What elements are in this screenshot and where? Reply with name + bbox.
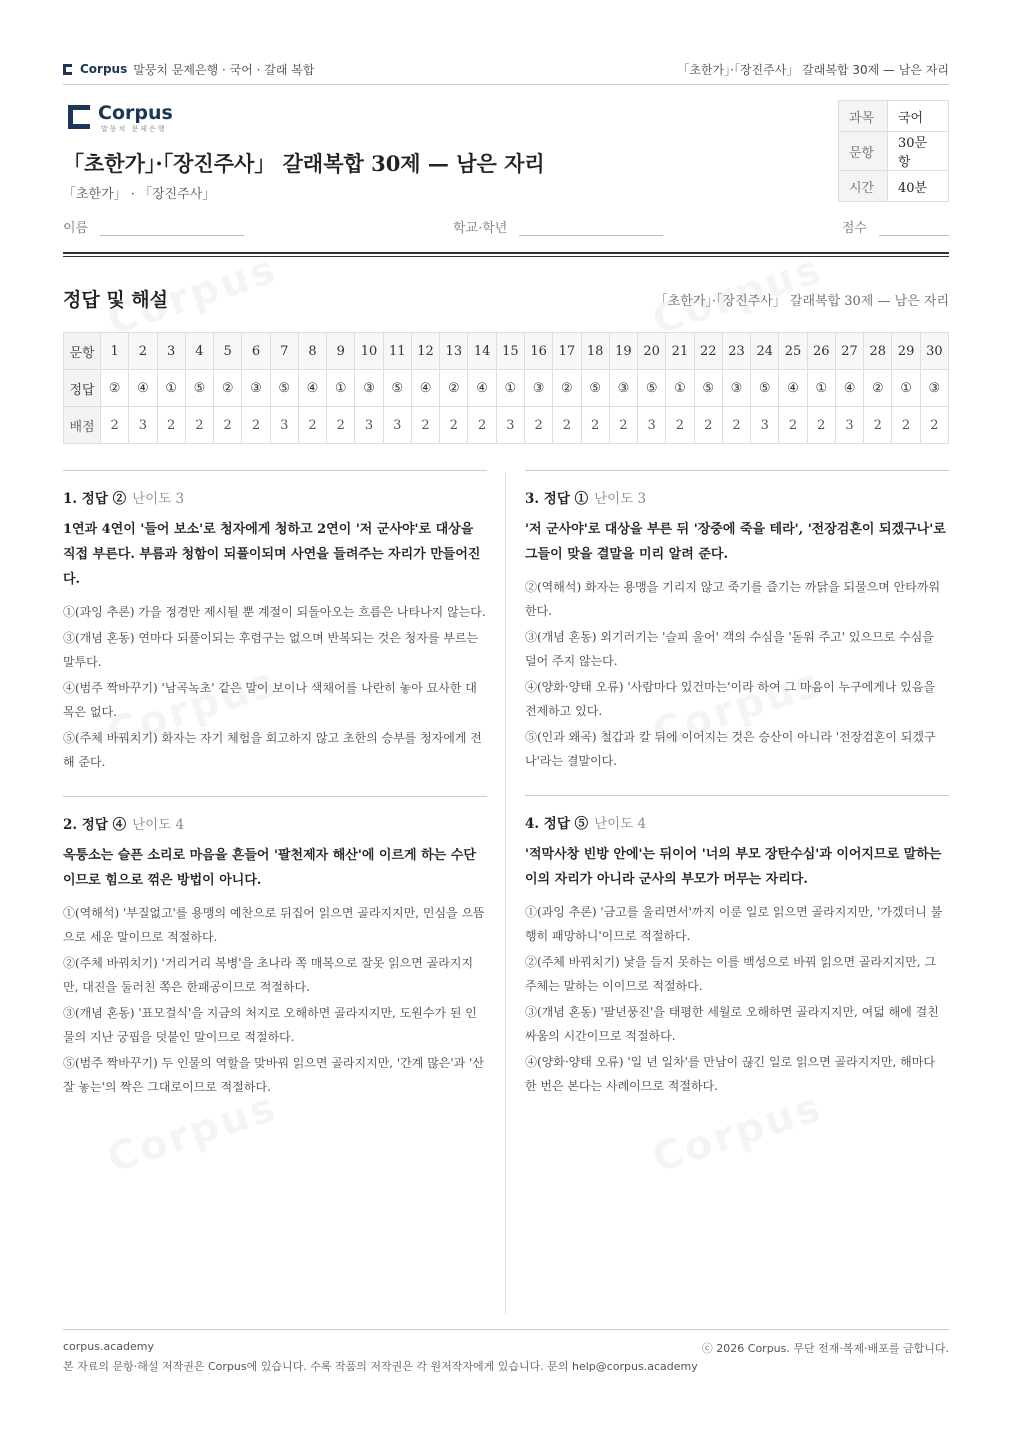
question-number-cell: 1 [101, 333, 129, 370]
answer-cell: ① [807, 370, 835, 407]
answer-cell: ① [496, 370, 524, 407]
points-cell: 2 [553, 407, 581, 444]
option-explanation: ③(개념 혼동) 외기러기는 '슬피 울어' 객의 수심을 '돋워 주고' 있으므로 수심을 덜어 주지 않는다. [525, 630, 934, 668]
column-divider [505, 472, 506, 1314]
top-bar [63, 58, 949, 80]
question-number-cell: 4 [185, 333, 213, 370]
option-explanation: ③(개념 혼동) '팔년풍진'을 태평한 세월로 오해하면 골라지지만, 여덟 해에 걸친 싸움의 시간이므로 적절하다. [525, 1005, 939, 1043]
item-difficulty: 난이도 3 [594, 491, 647, 507]
points-cell: 2 [440, 407, 468, 444]
points-cell: 2 [524, 407, 552, 444]
divider [63, 470, 487, 471]
divider [525, 795, 949, 796]
question-number-cell: 7 [270, 333, 298, 370]
explanations-right-column [525, 470, 949, 1120]
points-cell: 3 [270, 407, 298, 444]
option-explanation: ①(역해석) '부질없고'를 용맹의 예찬으로 뒤집어 읽으면 골라지지만, 민심을 으뜸으로 세운 말이므로 적절하다. [63, 906, 485, 944]
option-explanation: ⑤(주체 바꿔치기) 화자는 자기 체험을 회고하지 않고 초한의 승부를 청자에게 전해 준다. [63, 731, 482, 769]
top-bar-category: 말뭉치 문제은행 · 국어 · 갈래 복합 [133, 62, 315, 77]
points-cell: 2 [185, 407, 213, 444]
points-cell: 2 [214, 407, 242, 444]
page-subtitle: 「초한가」 · 「장진주사」 [63, 187, 216, 202]
option-explanation: ②(주체 바꿔치기) 낯을 들지 못하는 이를 백성으로 바꿔 읽으면 골라지지만, 그 주체는 말하는 이이므로 적절하다. [525, 955, 937, 993]
item-difficulty: 난이도 3 [132, 491, 185, 507]
question-number-cell: 3 [157, 333, 185, 370]
divider [63, 84, 949, 85]
divider [63, 256, 949, 257]
answer-table [63, 332, 949, 444]
info-value: 30문항 [888, 132, 949, 171]
answer-cell: ④ [298, 370, 326, 407]
answer-cell: ② [553, 370, 581, 407]
answer-cell: ④ [779, 370, 807, 407]
info-value: 40분 [888, 171, 949, 202]
section-title: 정답 및 해설 [63, 289, 168, 311]
question-number-cell: 13 [440, 333, 468, 370]
row-label: 배점 [64, 407, 101, 444]
school-label: 학교·학년 [453, 221, 508, 236]
question-number-cell: 5 [214, 333, 242, 370]
item-answer: 2. 정답 ④ [63, 817, 127, 833]
question-number-cell: 14 [468, 333, 496, 370]
option-explanation: ①(과잉 추론) '금고를 울리면서'까지 이룬 일로 읽으면 골라지지만, '가겠더니 불행히 패망하니'이므로 적절하다. [525, 905, 943, 943]
question-number-cell: 24 [751, 333, 779, 370]
answer-cell: ③ [242, 370, 270, 407]
points-cell: 3 [835, 407, 863, 444]
question-number-cell: 19 [609, 333, 637, 370]
points-cell: 2 [779, 407, 807, 444]
answer-cell: ⑤ [694, 370, 722, 407]
points-cell: 3 [638, 407, 666, 444]
question-number-cell: 28 [864, 333, 892, 370]
footer-copyright: ⓒ 2026 Corpus. 무단 전재·복제·배포를 금합니다. [701, 1342, 949, 1355]
points-cell: 2 [101, 407, 129, 444]
explanation-item [525, 795, 949, 1098]
item-main-explanation: '저 군사야'로 대상을 부른 뒤 '장중에 죽을 테라', '전장검혼이 되겠구나'로 그들이 맞을 결말을 미리 알려 준다. [525, 522, 946, 562]
answer-cell: ③ [920, 370, 948, 407]
item-difficulty: 난이도 4 [594, 816, 647, 832]
question-number-row [64, 333, 949, 370]
divider [63, 1329, 949, 1330]
info-key: 과목 [839, 101, 888, 132]
points-cell: 2 [327, 407, 355, 444]
question-number-cell: 27 [835, 333, 863, 370]
divider [63, 252, 949, 254]
school-input-line[interactable] [519, 215, 663, 236]
option-explanation: ③(개념 혼동) 연마다 되풀이되는 후렴구는 없으며 반복되는 것은 청자를 부르는 말투다. [63, 631, 479, 669]
item-header [63, 813, 487, 833]
points-row [64, 407, 949, 444]
question-number-cell: 12 [411, 333, 439, 370]
score-label: 점수 [841, 221, 867, 236]
logo-name: Corpus [98, 102, 173, 124]
points-cell: 2 [892, 407, 920, 444]
answer-cell: ④ [468, 370, 496, 407]
explanation-item [63, 470, 487, 774]
answer-cell: ① [666, 370, 694, 407]
item-difficulty: 난이도 4 [132, 817, 185, 833]
option-explanation: ②(역해석) 화자는 용맹을 기리지 않고 죽기를 즐기는 까닭을 되물으며 안타까워한다. [525, 580, 941, 618]
student-fields [63, 215, 949, 239]
question-number-cell: 25 [779, 333, 807, 370]
item-header [525, 812, 949, 832]
option-explanation: ⑤(인과 왜곡) 철갑과 칼 뒤에 이어지는 것은 승산이 아니라 '전장검혼이 되겠구나'라는 결말이다. [525, 730, 936, 768]
option-explanation: ④(범주 짝바꾸기) '남곡녹초' 같은 말이 보이나 색채어를 나란히 놓아 묘사한 대목은 없다. [63, 681, 477, 719]
option-explanation: ④(양화·양태 오류) '일 년 일차'를 만남이 끊긴 일로 읽으면 골라지지만, 해마다 한 번은 본다는 사례이므로 적절하다. [525, 1055, 935, 1093]
answer-cell: ⑤ [751, 370, 779, 407]
answer-cell: ② [864, 370, 892, 407]
corpus-logo-icon [68, 105, 90, 129]
logo [68, 103, 173, 134]
answer-cell: ⑤ [383, 370, 411, 407]
footer-notice: 본 자료의 문항·해설 저작권은 Corpus에 있습니다. 수록 작품의 저작권은 각 원저작자에게 있습니다. 문의 help@corpus.academy [63, 1360, 698, 1373]
answer-cell: ③ [722, 370, 750, 407]
answer-cell: ⑤ [581, 370, 609, 407]
item-answer: 4. 정답 ⑤ [525, 816, 589, 832]
answer-cell: ④ [835, 370, 863, 407]
footer-site: corpus.academy [63, 1340, 154, 1353]
top-bar-doc-title: 「초한가」·「장진주사」 갈래복합 30제 — 남은 자리 [677, 62, 949, 77]
option-explanation: ③(개념 혼동) '표모걸식'을 지금의 처지로 오해하면 골라지지만, 도원수가 된 인물의 지난 궁핍을 덧붙인 말이므로 적절하다. [63, 1006, 477, 1044]
question-number-cell: 30 [920, 333, 948, 370]
points-cell: 2 [920, 407, 948, 444]
item-main-explanation: 옥퉁소는 슬픈 소리로 마음을 흔들어 '팔천제자 해산'에 이르게 하는 수단이므로 힘으로 꺾은 방법이 아니다. [63, 848, 476, 888]
answer-cell: ① [892, 370, 920, 407]
answer-cell: ④ [129, 370, 157, 407]
answer-cell: ② [214, 370, 242, 407]
points-cell: 2 [157, 407, 185, 444]
points-cell: 2 [666, 407, 694, 444]
name-field[interactable] [63, 215, 244, 236]
item-main-explanation: '적막사창 빈방 안에'는 뒤이어 '너의 부모 장탄수심'과 이어지므로 말하는 이의 자리가 아니라 군사의 부모가 머무는 자리다. [525, 847, 942, 887]
item-header [63, 487, 487, 507]
question-number-cell: 22 [694, 333, 722, 370]
question-number-cell: 29 [892, 333, 920, 370]
points-cell: 2 [609, 407, 637, 444]
row-label: 문항 [64, 333, 101, 370]
points-cell: 2 [807, 407, 835, 444]
question-number-cell: 21 [666, 333, 694, 370]
name-label: 이름 [63, 221, 89, 236]
answer-cell: ① [327, 370, 355, 407]
item-answer: 1. 정답 ② [63, 491, 127, 507]
answer-cell: ① [157, 370, 185, 407]
question-number-cell: 6 [242, 333, 270, 370]
question-number-cell: 15 [496, 333, 524, 370]
divider [63, 796, 487, 797]
answer-cell: ② [101, 370, 129, 407]
question-number-cell: 18 [581, 333, 609, 370]
points-cell: 2 [694, 407, 722, 444]
question-number-cell: 2 [129, 333, 157, 370]
points-cell: 2 [581, 407, 609, 444]
question-number-cell: 26 [807, 333, 835, 370]
question-number-cell: 8 [298, 333, 326, 370]
answer-cell: ⑤ [185, 370, 213, 407]
logo-subtitle: 말뭉치 문제은행 [101, 125, 167, 133]
question-number-cell: 17 [553, 333, 581, 370]
option-explanation: ①(과잉 추론) 가을 정경만 제시될 뿐 계절이 되돌아오는 흐름은 나타나지 않는다. [63, 605, 486, 619]
answer-cell: ③ [609, 370, 637, 407]
question-number-cell: 16 [524, 333, 552, 370]
question-number-cell: 9 [327, 333, 355, 370]
answer-cell: ⑤ [270, 370, 298, 407]
explanation-item [525, 470, 949, 773]
section-doc-title: 「초한가」·「장진주사」 갈래복합 30제 — 남은 자리 [654, 294, 949, 309]
points-cell: 3 [751, 407, 779, 444]
item-header [525, 487, 949, 507]
question-number-cell: 23 [722, 333, 750, 370]
exam-info-box [838, 100, 949, 202]
question-number-cell: 20 [638, 333, 666, 370]
divider [525, 470, 949, 471]
explanation-item [63, 796, 487, 1099]
top-bar-brand: Corpus [80, 62, 128, 76]
option-explanation: ②(주체 바꿔치기) '거리거리 복병'을 초나라 쪽 매복으로 잘못 읽으면 골라지지만, 대진을 둘러친 쪽은 한패공이므로 적절하다. [63, 956, 474, 994]
points-cell: 2 [722, 407, 750, 444]
points-cell: 3 [129, 407, 157, 444]
points-cell: 2 [242, 407, 270, 444]
corpus-logo-icon [63, 64, 72, 75]
answer-cell: ③ [524, 370, 552, 407]
answer-cell: ⑤ [638, 370, 666, 407]
answer-cell: ③ [355, 370, 383, 407]
points-cell: 3 [383, 407, 411, 444]
option-explanation: ⑤(범주 짝바꾸기) 두 인물의 역할을 맞바꿔 읽으면 골라지지만, '간계 많은'과 '산 잘 놓는'의 짝은 그대로이므로 적절하다. [63, 1056, 484, 1094]
info-key: 문항 [839, 132, 888, 171]
item-answer: 3. 정답 ① [525, 491, 589, 507]
answer-cell: ② [440, 370, 468, 407]
answer-cell: ④ [411, 370, 439, 407]
points-cell: 3 [355, 407, 383, 444]
school-field[interactable] [453, 215, 663, 236]
score-input-line[interactable] [879, 215, 949, 236]
points-cell: 2 [298, 407, 326, 444]
explanations-left-column [63, 470, 487, 1121]
points-cell: 2 [864, 407, 892, 444]
row-label: 정답 [64, 370, 101, 407]
page-title: 「초한가」·「장진주사」 갈래복합 30제 — 남은 자리 [63, 151, 545, 176]
question-number-cell: 11 [383, 333, 411, 370]
points-cell: 2 [411, 407, 439, 444]
question-number-cell: 10 [355, 333, 383, 370]
answer-row [64, 370, 949, 407]
item-main-explanation: 1연과 4연이 '들어 보소'로 청자에게 청하고 2연이 '저 군사야'로 대상을 직접 부른다. 부름과 청함이 되풀이되며 사연을 들려주는 자리가 만들어진다. [63, 522, 481, 587]
info-value: 국어 [888, 101, 949, 132]
points-cell: 3 [496, 407, 524, 444]
score-field[interactable] [842, 215, 949, 236]
info-key: 시간 [839, 171, 888, 202]
points-cell: 2 [468, 407, 496, 444]
top-bar-left [63, 61, 314, 78]
option-explanation: ④(양화·양태 오류) '사람마다 있건마는'이라 하여 그 마음이 누구에게나 있음을 전제하고 있다. [525, 680, 936, 718]
name-input-line[interactable] [100, 215, 244, 236]
